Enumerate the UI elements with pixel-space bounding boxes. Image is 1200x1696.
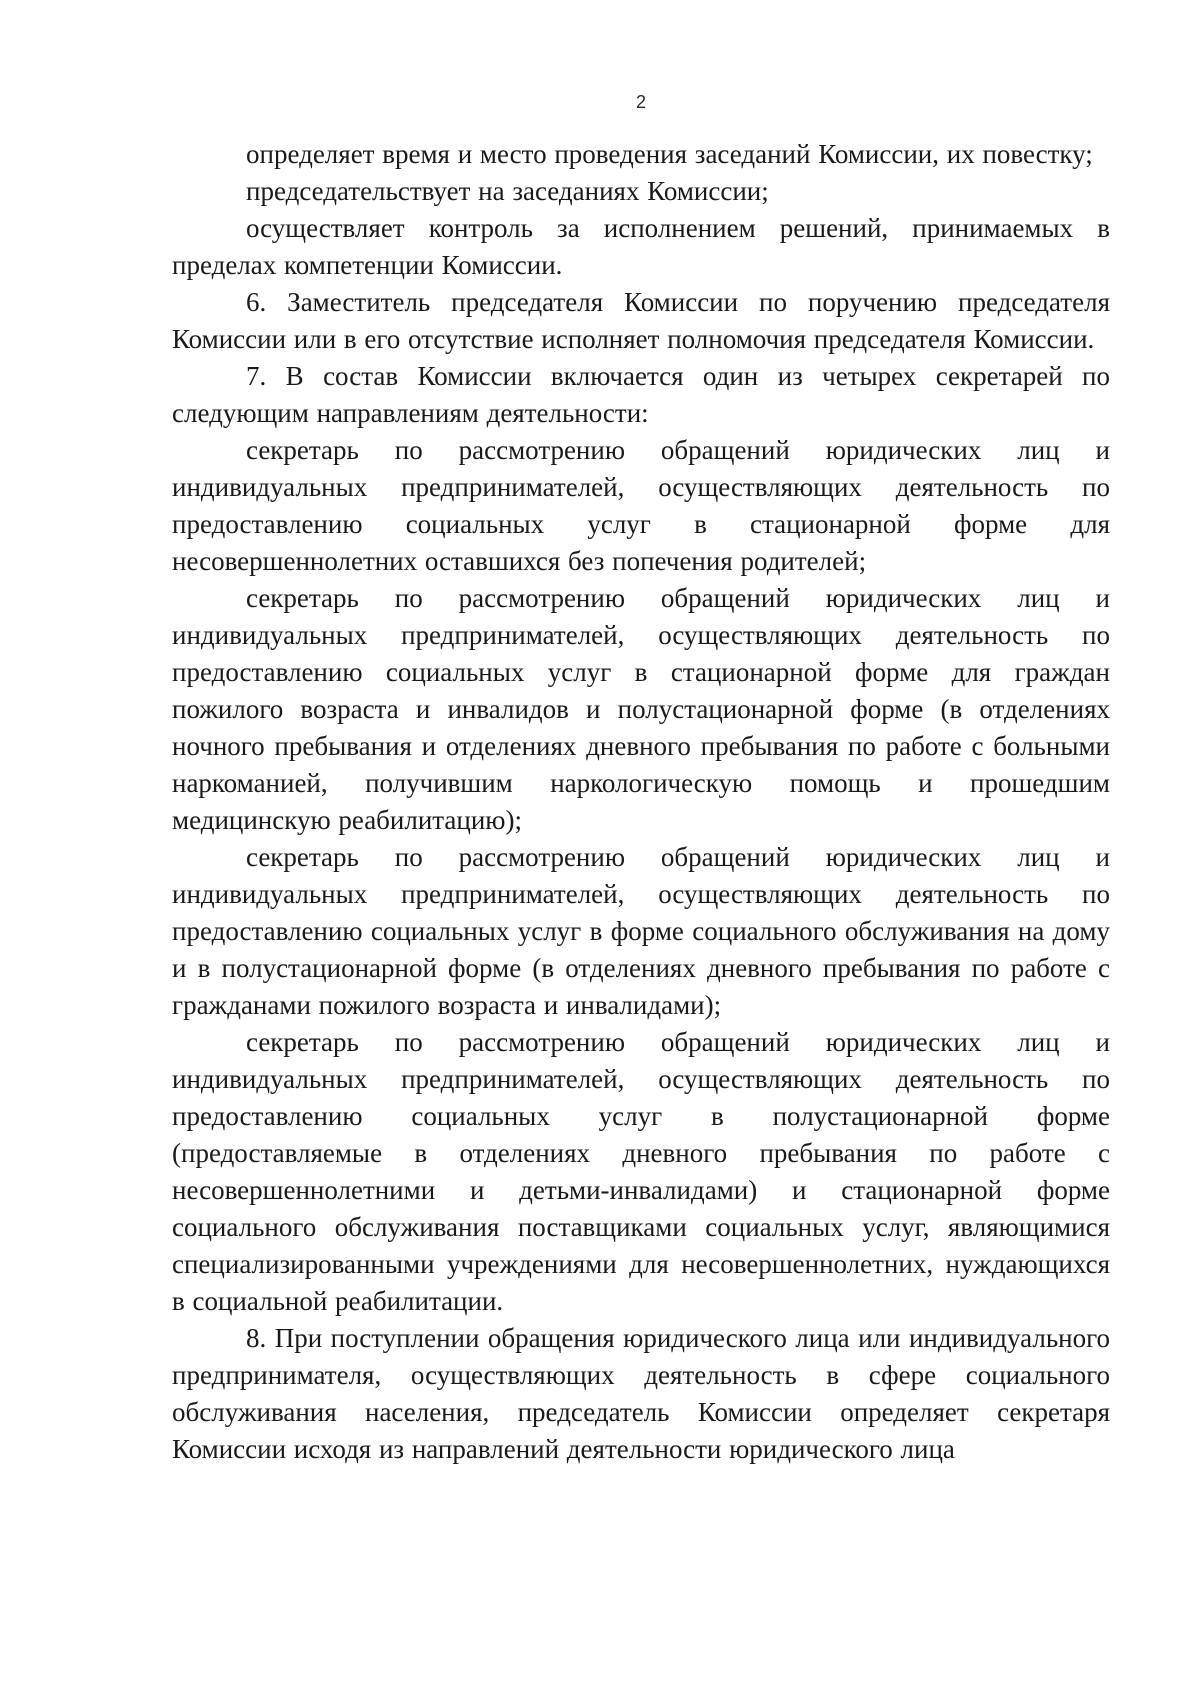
paragraph-secretary-1: секретарь по рассмотрению обращений юридических лиц и индивидуальных предпринимателей, осуществляющих деятельность по предоставлению социальных услуг в стационарной форме для несовершеннолетних оставшихся без попечения родителей; — [172, 435, 1110, 576]
paragraph-secretary-4: секретарь по рассмотрению обращений юридических лиц и индивидуальных предпринимателей, осуществляющих деятельность по предоставлению социальных услуг в полустационарной форме (предоставляемые в отделениях дневного пребывания по работе с несовершеннолетними и детьми-инвалидами) и стационарной форме социального обслуживания поставщиками социальных услуг, являющимися специализированными учреждениями для несовершеннолетних, нуждающихся в социальной реабилитации. — [172, 1027, 1110, 1316]
paragraph-secretary-3: секретарь по рассмотрению обращений юридических лиц и индивидуальных предпринимателей, осуществляющих деятельность по предоставлению социальных услуг в форме социального обслуживания на дому и в полустационарной форме (в отделениях дневного пребывания по работе с гражданами пожилого возраста и инвалидами); — [172, 842, 1110, 1020]
paragraph-item-7: 7. В состав Комиссии включается один из четырех секретарей по следующим направлениям деятельности: — [172, 361, 1110, 428]
paragraph-chairman-controls: осуществляет контроль за исполнением решений, принимаемых в пределах компетенции Комиссии. — [172, 213, 1110, 280]
paragraph-chairman-presides: председательствует на заседаниях Комиссии; — [246, 176, 769, 206]
document-page — [172, 0, 1110, 1696]
paragraph-item-6: 6. Заместитель председателя Комиссии по поручению председателя Комиссии или в его отсутствие исполняет полномочия председателя Комиссии. — [172, 287, 1110, 354]
paragraph-chairman-schedules: определяет время и место проведения заседаний Комиссии, их повестку; — [246, 139, 1093, 169]
page-number: 2 — [635, 92, 646, 112]
document-body — [172, 136, 1110, 1468]
paragraph-item-8: 8. При поступлении обращения юридического лица или индивидуального предпринимателя, осуществляющих деятельность в сфере социального обслуживания населения, председатель Комиссии определяет секретаря Комиссии исходя из направлений деятельности юридического лица — [172, 1323, 1110, 1464]
paragraph-secretary-2: секретарь по рассмотрению обращений юридических лиц и индивидуальных предпринимателей, осуществляющих деятельность по предоставлению социальных услуг в стационарной форме для граждан пожилого возраста и инвалидов и полустационарной форме (в отделениях ночного пребывания и отделениях дневного пребывания по работе с больными наркоманией, получившим наркологическую помощь и прошедшим медицинскую реабилитацию); — [172, 583, 1110, 835]
